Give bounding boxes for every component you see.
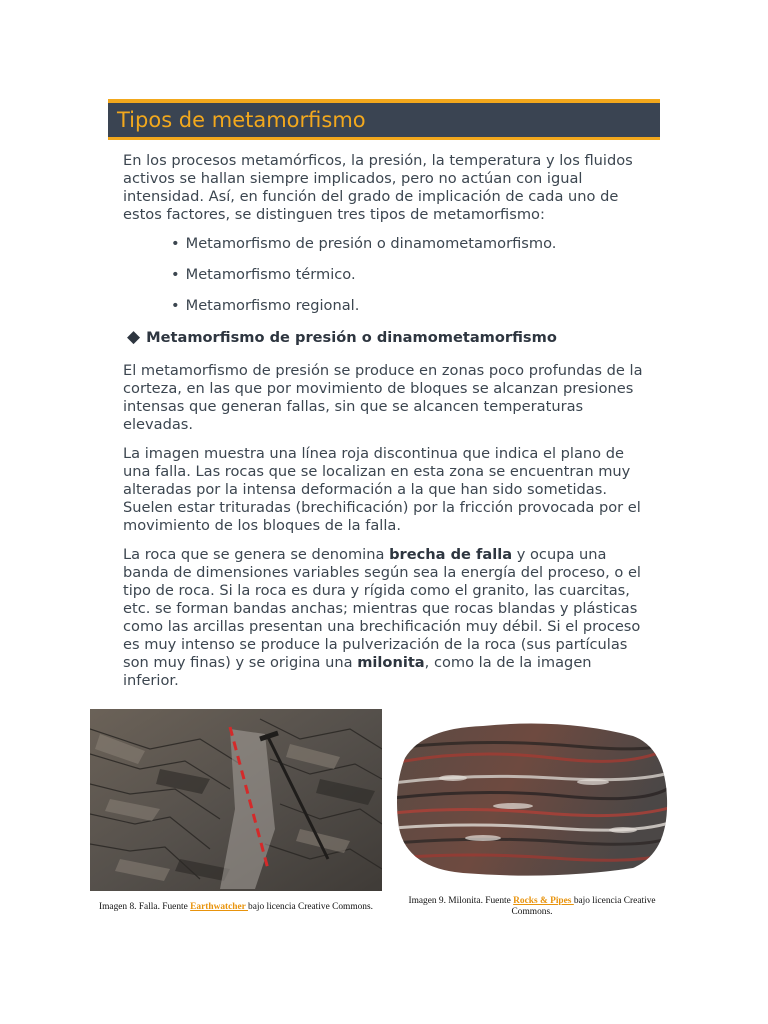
term-fault-breccia: brecha de falla (389, 546, 513, 563)
diamond-icon: ◆ (127, 327, 141, 347)
figure-9-caption: Imagen 9. Milonita. Fuente Rocks & Pipes bajo licencia Creative Commons. (408, 896, 656, 917)
main-content (123, 152, 648, 701)
pressure-paragraph: El metamorfismo de presión se produce en zonas poco profundas de la corteza, en las que por movimiento de bloques se alcanzan presiones intensas que generan fallas, sin que se alcancen temperaturas elevadas. (123, 362, 643, 433)
bullet-icon: • (171, 235, 180, 252)
figure-8-caption: Imagen 8. Falla. Fuente Earthwatcher bajo licencia Creative Commons. (99, 902, 373, 912)
page-title: Tipos de metamorfismo (117, 108, 366, 132)
term-mylonite: milonita (357, 654, 425, 671)
bullet-icon: • (171, 297, 180, 314)
fault-photo-image (90, 709, 382, 891)
title-bar (108, 99, 660, 140)
bullet-icon: • (171, 266, 180, 283)
earthwatcher-link[interactable]: Earthwatcher (190, 902, 249, 912)
list-item (171, 297, 648, 315)
metamorphism-types-list (171, 235, 648, 315)
fault-breccia-paragraph: La roca que se genera se denomina brecha de falla y ocupa una banda de dimensiones variables según sea la energía del proceso, o el tipo de roca. Si la roca es dura y rígida como el granito, las cuarcitas, etc. se forman bandas anchas; mientras que rocas blandas y plásticas como las arcillas presentan una brechificación muy débil. Si el proceso es muy intenso se produce la pulverización de la roca (sus partículas son muy finas) y se origina una milonita, como la de la imagen inferior. (123, 546, 641, 689)
section-heading (127, 328, 648, 347)
list-item-text: Metamorfismo regional. (185, 297, 360, 314)
fault-image-paragraph: La imagen muestra una línea roja discontinua que indica el plano de una falla. Las rocas que se localizan en esta zona se encuentran muy alteradas por la intensa deformación a la que han sido sometidas. Suelen estar trituradas (brechificación) por la fricción provocada por el movimiento de los bloques de la falla. (123, 445, 641, 534)
section-heading-text: Metamorfismo de presión o dinamometamorfismo (146, 329, 557, 346)
list-item-text: Metamorfismo de presión o dinamometamorfismo. (185, 235, 557, 252)
mylonite-photo (393, 718, 669, 880)
rocks-and-pipes-link[interactable]: Rocks & Pipes (513, 896, 574, 906)
mylonite-photo-image (393, 718, 669, 880)
list-item (171, 266, 648, 284)
list-item (171, 235, 648, 253)
list-item-text: Metamorfismo térmico. (185, 266, 356, 283)
intro-paragraph: En los procesos metamórficos, la presión, la temperatura y los fluidos activos se hallan siempre implicados, pero no actúan con igual intensidad. Así, en función del grado de implicación de cada uno de estos factores, se distinguen tres tipos de metamorfismo: (123, 152, 633, 223)
fault-photo (90, 709, 382, 891)
